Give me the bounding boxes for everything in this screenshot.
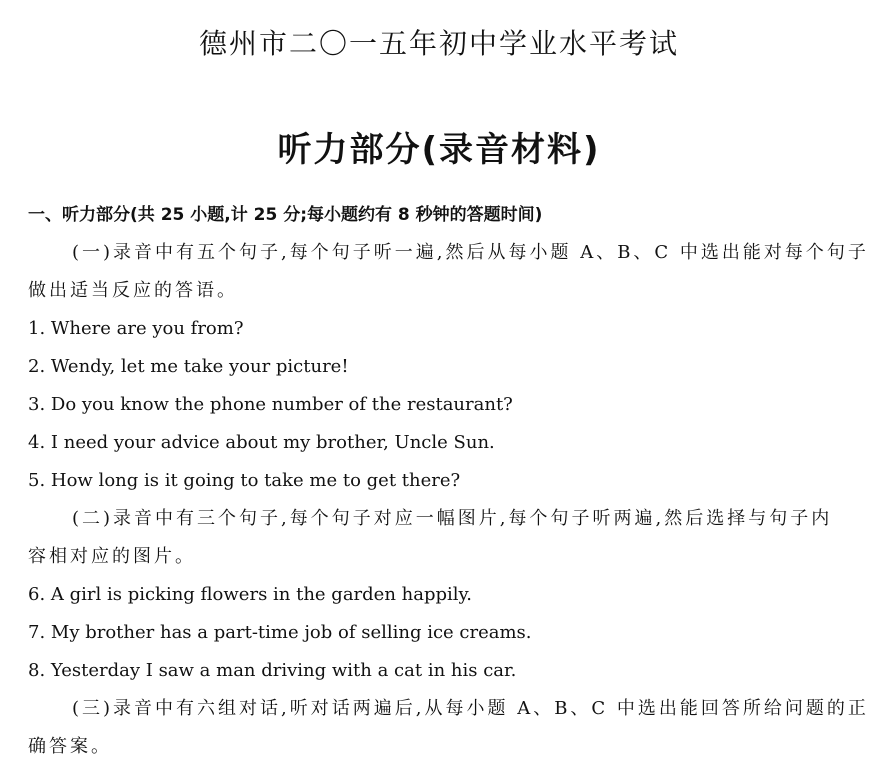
question-3: 3. Do you know the phone number of the restaurant? <box>28 394 513 415</box>
question-4: 4. I need your advice about my brother, Uncle Sun. <box>28 432 495 453</box>
part2-instruction-line1: (二)录音中有三个句子,每个句子对应一幅图片,每个句子听两遍,然后选择与句子内 <box>72 508 833 529</box>
listening-material-title: 听力部分(录音材料) <box>277 130 601 170</box>
question-7: 7. My brother has a part-time job of selling ice creams. <box>28 622 532 643</box>
question-2: 2. Wendy, let me take your picture! <box>28 356 349 377</box>
question-6: 6. A girl is picking flowers in the garden happily. <box>28 584 473 605</box>
question-1: 1. Where are you from? <box>28 318 244 339</box>
part1-instruction-line1: (一)录音中有五个句子,每个句子听一遍,然后从每小题 A、B、C 中选出能对每个句子 <box>72 242 869 263</box>
part3-instruction-line2: 确答案。 <box>28 736 112 757</box>
question-8: 8. Yesterday I saw a man driving with a cat in his car. <box>28 660 517 681</box>
part1-instruction-line2: 做出适当反应的答语。 <box>28 280 238 301</box>
question-5: 5. How long is it going to take me to get there? <box>28 470 461 491</box>
part3-instruction-line1: (三)录音中有六组对话,听对话两遍后,从每小题 A、B、C 中选出能回答所给问题的正 <box>72 698 869 719</box>
part2-instruction-line2: 容相对应的图片。 <box>28 546 196 567</box>
section-heading: 一、听力部分(共 25 小题,计 25 分;每小题约有 8 秒钟的答题时间) <box>28 205 543 225</box>
exam-title: 德州市二〇一五年初中学业水平考试 <box>198 27 679 60</box>
